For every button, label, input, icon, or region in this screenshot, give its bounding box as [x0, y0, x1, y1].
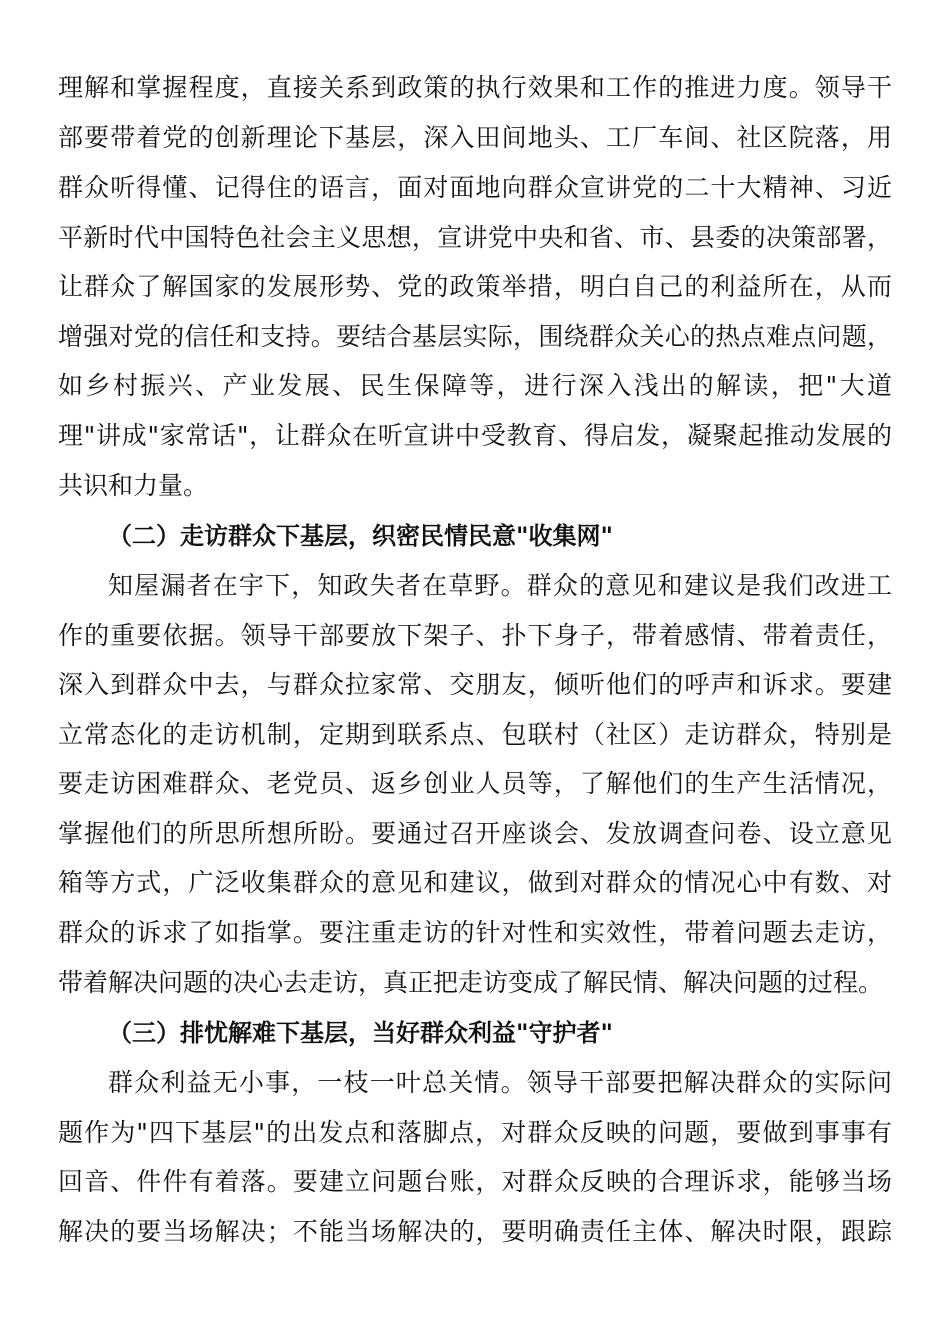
- paragraph-1-line: 共识和力量。: [58, 471, 209, 500]
- paragraph-1-line: 增强对党的信任和支持。要结合基层实际，围绕群众关心的热点难点问题，: [58, 322, 892, 351]
- section-heading-3: （三）排忧解难下基层，当好群众利益"守护者": [108, 1019, 614, 1047]
- paragraph-1-line: 理解和掌握程度，直接关系到政策的执行效果和工作的推进力度。领导干: [58, 73, 892, 102]
- paragraph-2-line: 知屋漏者在宇下，知政失者在草野。群众的意见和建议是我们改进工: [108, 571, 892, 600]
- paragraph-3-line: 群众利益无小事，一枝一叶总关情。领导干部要把解决群众的实际问: [108, 1068, 892, 1097]
- section-heading-2: （二）走访群众下基层，织密民情民意"收集网": [108, 522, 614, 550]
- paragraph-2-line: 立常态化的走访机制，定期到联系点、包联村（社区）走访群众，特别是: [58, 720, 892, 749]
- paragraph-3-line: 回音、件件有着落。要建立问题台账，对群众反映的合理诉求，能够当场: [58, 1167, 892, 1196]
- paragraph-2-line: 作的重要依据。领导干部要放下架子、扑下身子，带着感情、带着责任，: [58, 621, 892, 650]
- paragraph-1-line: 理"讲成"家常话"，让群众在听宣讲中受教育、得启发，凝聚起推动发展的: [58, 421, 892, 450]
- paragraph-3-line: 解决的要当场解决；不能当场解决的，要明确责任主体、解决时限，跟踪: [58, 1217, 892, 1246]
- paragraph-1-line: 部要带着党的创新理论下基层，深入田间地头、工厂车间、社区院落，用: [58, 123, 892, 152]
- paragraph-2-line: 掌握他们的所思所想所盼。要通过召开座谈会、发放调查问卷、设立意见: [58, 819, 892, 848]
- paragraph-1-line: 如乡村振兴、产业发展、民生保障等，进行深入浅出的解读，把"大道: [58, 371, 892, 400]
- paragraph-2-line: 要走访困难群众、老党员、返乡创业人员等，了解他们的生产生活情况，: [58, 769, 892, 798]
- paragraph-2-line: 深入到群众中去，与群众拉家常、交朋友，倾听他们的呼声和诉求。要建: [58, 670, 892, 699]
- paragraph-1-line: 群众听得懂、记得住的语言，面对面地向群众宣讲党的二十大精神、习近: [58, 173, 892, 202]
- paragraph-2-line: 群众的诉求了如指掌。要注重走访的针对性和实效性，带着问题去走访，: [58, 918, 892, 947]
- paragraph-1-line: 平新时代中国特色社会主义思想，宣讲党中央和省、市、县委的决策部署，: [58, 223, 892, 252]
- paragraph-3-line: 题作为"四下基层"的出发点和落脚点，对群众反映的问题，要做到事事有: [58, 1118, 892, 1147]
- paragraph-2-line: 带着解决问题的决心去走访，真正把走访变成了解民情、解决问题的过程。: [58, 968, 884, 997]
- paragraph-2-line: 箱等方式，广泛收集群众的意见和建议，做到对群众的情况心中有数、对: [58, 868, 892, 897]
- paragraph-1-line: 让群众了解国家的发展形势、党的政策举措，明白自己的利益所在，从而: [58, 272, 892, 301]
